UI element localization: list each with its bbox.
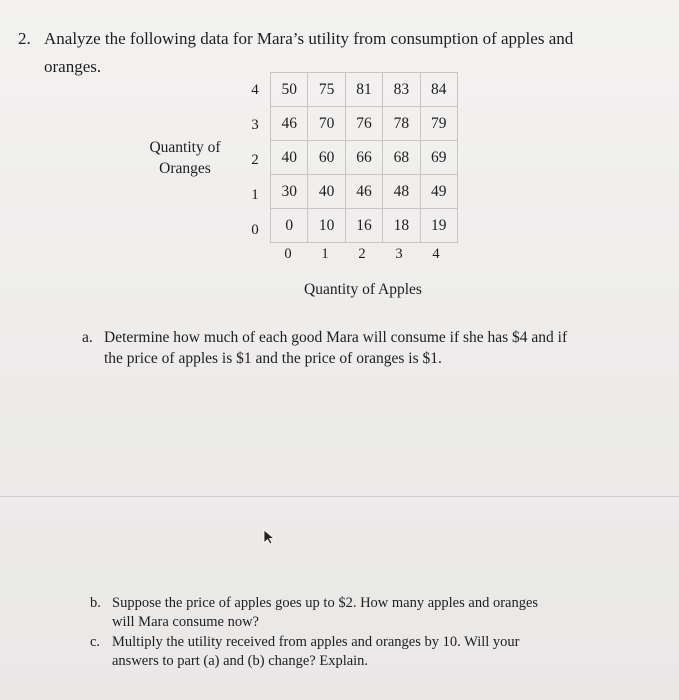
part-b-line1: Suppose the price of apples goes up to $2. How many apples and oranges — [112, 595, 539, 611]
table-cell: 40 — [271, 141, 308, 175]
y-tick: 1 — [251, 187, 259, 203]
y-axis-label-line2: Oranges — [159, 160, 211, 177]
table-cell: 70 — [308, 107, 345, 141]
table-cell: 46 — [271, 107, 308, 141]
table-row — [271, 73, 458, 107]
part-b-line2: will Mara consume now? — [112, 614, 259, 630]
table-cell: 79 — [420, 107, 457, 141]
table-cell: 78 — [383, 107, 420, 141]
table-cell: 68 — [383, 141, 420, 175]
y-tick: 0 — [251, 222, 259, 238]
table-cell: 16 — [345, 209, 382, 243]
table-cell: 69 — [420, 141, 457, 175]
table-cell: 66 — [345, 141, 382, 175]
part-c-letter: c. — [90, 634, 101, 650]
table-cell: 76 — [345, 107, 382, 141]
table-cell: 48 — [383, 175, 420, 209]
table-cell: 30 — [271, 175, 308, 209]
mouse-cursor-icon — [262, 529, 276, 545]
table-cell: 81 — [345, 73, 382, 107]
table-cell: 60 — [308, 141, 345, 175]
table-cell: 84 — [420, 73, 457, 107]
table-cell: 50 — [271, 73, 308, 107]
part-c-line1: Multiply the utility received from apples and oranges by 10. Will your — [112, 634, 520, 650]
table-cell: 0 — [271, 209, 308, 243]
table-cell: 19 — [420, 209, 457, 243]
table-row — [271, 175, 458, 209]
y-tick: 4 — [251, 82, 259, 98]
question-text: Analyze the following data for Mara’s utility from consumption of apples and oranges. — [44, 29, 574, 76]
y-tick: 2 — [251, 152, 259, 168]
table-row — [271, 107, 458, 141]
part-a-line2: the price of apples is $1 and the price of oranges is $1. — [104, 350, 442, 367]
x-axis-label: Quantity of Apples — [304, 281, 422, 298]
y-axis-label — [140, 137, 230, 179]
utility-table — [270, 72, 458, 243]
x-tick: 2 — [358, 246, 366, 262]
part-c-line2: answers to part (a) and (b) change? Explain. — [112, 653, 369, 669]
x-tick: 4 — [432, 246, 440, 262]
table-cell: 10 — [308, 209, 345, 243]
x-tick: 3 — [395, 246, 403, 262]
part-a-line1: Determine how much of each good Mara will consume if she has $4 and if — [104, 329, 568, 346]
table-row — [271, 209, 458, 243]
table-cell: 83 — [383, 73, 420, 107]
table-cell: 75 — [308, 73, 345, 107]
y-axis-label-line1: Quantity of — [149, 139, 221, 156]
question-number: 2. — [18, 29, 31, 48]
page-divider — [0, 496, 679, 497]
table-cell: 49 — [420, 175, 457, 209]
part-b-letter: b. — [90, 595, 101, 611]
x-tick: 1 — [321, 246, 329, 262]
table-row — [271, 141, 458, 175]
y-tick: 3 — [251, 117, 259, 133]
table-cell: 40 — [308, 175, 345, 209]
part-a-letter: a. — [82, 329, 93, 346]
table-cell: 18 — [383, 209, 420, 243]
x-tick: 0 — [284, 246, 292, 262]
table-cell: 46 — [345, 175, 382, 209]
